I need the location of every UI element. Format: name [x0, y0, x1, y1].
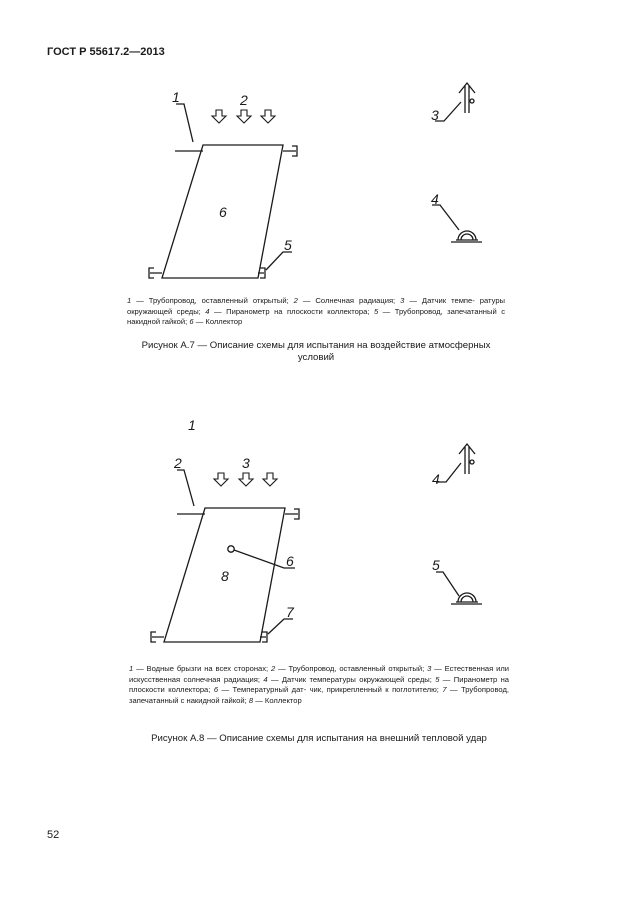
- solar-radiation-arrows-icon: [212, 110, 275, 123]
- temperature-sensor-icon: [459, 444, 475, 474]
- legend-text: — Трубопровод, оставленный открытый;: [275, 664, 428, 673]
- fig7-label-2: 2: [240, 92, 248, 108]
- legend-text: — Температурный дат- чик, прикрепленный к поглотителю;: [218, 685, 443, 695]
- capped-pipe-top: [283, 146, 297, 156]
- capped-pipe-top: [285, 509, 299, 519]
- legend-text: — Трубопровод, запечатанный с накидной гайкой;: [129, 685, 509, 705]
- temperature-sensor-absorber-icon: [228, 546, 234, 552]
- legend-number: 4: [263, 674, 268, 684]
- fig8-label-7: 7: [286, 604, 294, 620]
- figure-a8-diagram: [0, 410, 630, 650]
- fig7-label-4: 4: [431, 191, 439, 207]
- leader-1: [176, 104, 193, 142]
- document-header: ГОСТ Р 55617.2—2013: [47, 46, 165, 58]
- legend-number: 1: [129, 664, 134, 673]
- leader-5: [436, 572, 459, 596]
- legend-number: 2: [293, 296, 298, 305]
- fig8-label-6: 6: [286, 553, 294, 569]
- temperature-sensor-icon: [459, 83, 475, 113]
- legend-text: — Пиранометр на плоскости коллектора;: [129, 674, 509, 695]
- figure-a8-legend: [129, 664, 509, 706]
- legend-number: 6: [213, 685, 219, 695]
- legend-number: 5: [435, 674, 440, 684]
- pyranometer-icon: [451, 231, 482, 242]
- leader-5: [266, 252, 292, 270]
- solar-radiation-arrows-icon: [214, 473, 277, 486]
- figure-a8-caption: Рисунок А.8 — Описание схемы для испытания на внешний тепловой удар: [151, 733, 487, 744]
- legend-number: 1: [127, 296, 132, 305]
- legend-text: — Водные брызги на всех сторонах;: [133, 664, 271, 673]
- legend-text: — Коллектор: [253, 695, 302, 705]
- legend-text: — Коллектор: [193, 317, 243, 327]
- legend-text: — Естественная или искусственная солнечная радиация;: [129, 664, 509, 684]
- legend-text: — Трубопровод, запечатанный с накидной гайкой;: [127, 306, 505, 327]
- legend-text: — Солнечная радиация;: [297, 296, 401, 305]
- fig8-label-8: 8: [221, 568, 229, 584]
- fig8-label-5: 5: [432, 557, 440, 573]
- fig7-label-5: 5: [284, 237, 292, 253]
- figure-a7-caption: Рисунок А.7 — Описание схемы для испытания на воздействие атмосферных условий: [141, 340, 491, 363]
- fig7-label-6: 6: [219, 204, 227, 220]
- legend-text: — Трубопровод, оставленный открытый;: [131, 296, 294, 305]
- fig7-label-1: 1: [172, 89, 180, 105]
- legend-text: — Датчик температуры окружающей среды;: [267, 674, 436, 684]
- fig8-label-4: 4: [432, 471, 440, 487]
- legend-number: 7: [442, 685, 447, 695]
- leader-3: [435, 102, 461, 121]
- capped-pipe-bottom-left: [149, 268, 162, 278]
- figure-a7-diagram: [0, 80, 630, 310]
- leader-4: [432, 205, 459, 230]
- leader-2: [177, 470, 194, 506]
- fig8-label-3: 3: [242, 455, 250, 471]
- capped-pipe-bottom-left: [151, 632, 164, 642]
- legend-number: 4: [205, 306, 210, 316]
- legend-number: 6: [189, 317, 194, 327]
- pyranometer-icon: [451, 593, 482, 604]
- legend-number: 5: [373, 306, 379, 316]
- leader-7: [268, 619, 293, 634]
- fig8-label-2: 2: [174, 455, 182, 471]
- legend-number: 3: [427, 664, 432, 673]
- figure-a7-legend: [127, 296, 505, 328]
- legend-number: 3: [400, 296, 405, 305]
- page-number: 52: [47, 829, 60, 841]
- legend-number: 8: [248, 695, 254, 705]
- fig7-label-3: 3: [431, 107, 439, 123]
- legend-number: 2: [271, 664, 276, 673]
- fig8-label-1: 1: [188, 417, 196, 433]
- legend-text: — Пиранометр на плоскости коллектора;: [209, 306, 374, 316]
- legend-text: — Датчик темпе- ратуры окружающей среды;: [127, 296, 505, 316]
